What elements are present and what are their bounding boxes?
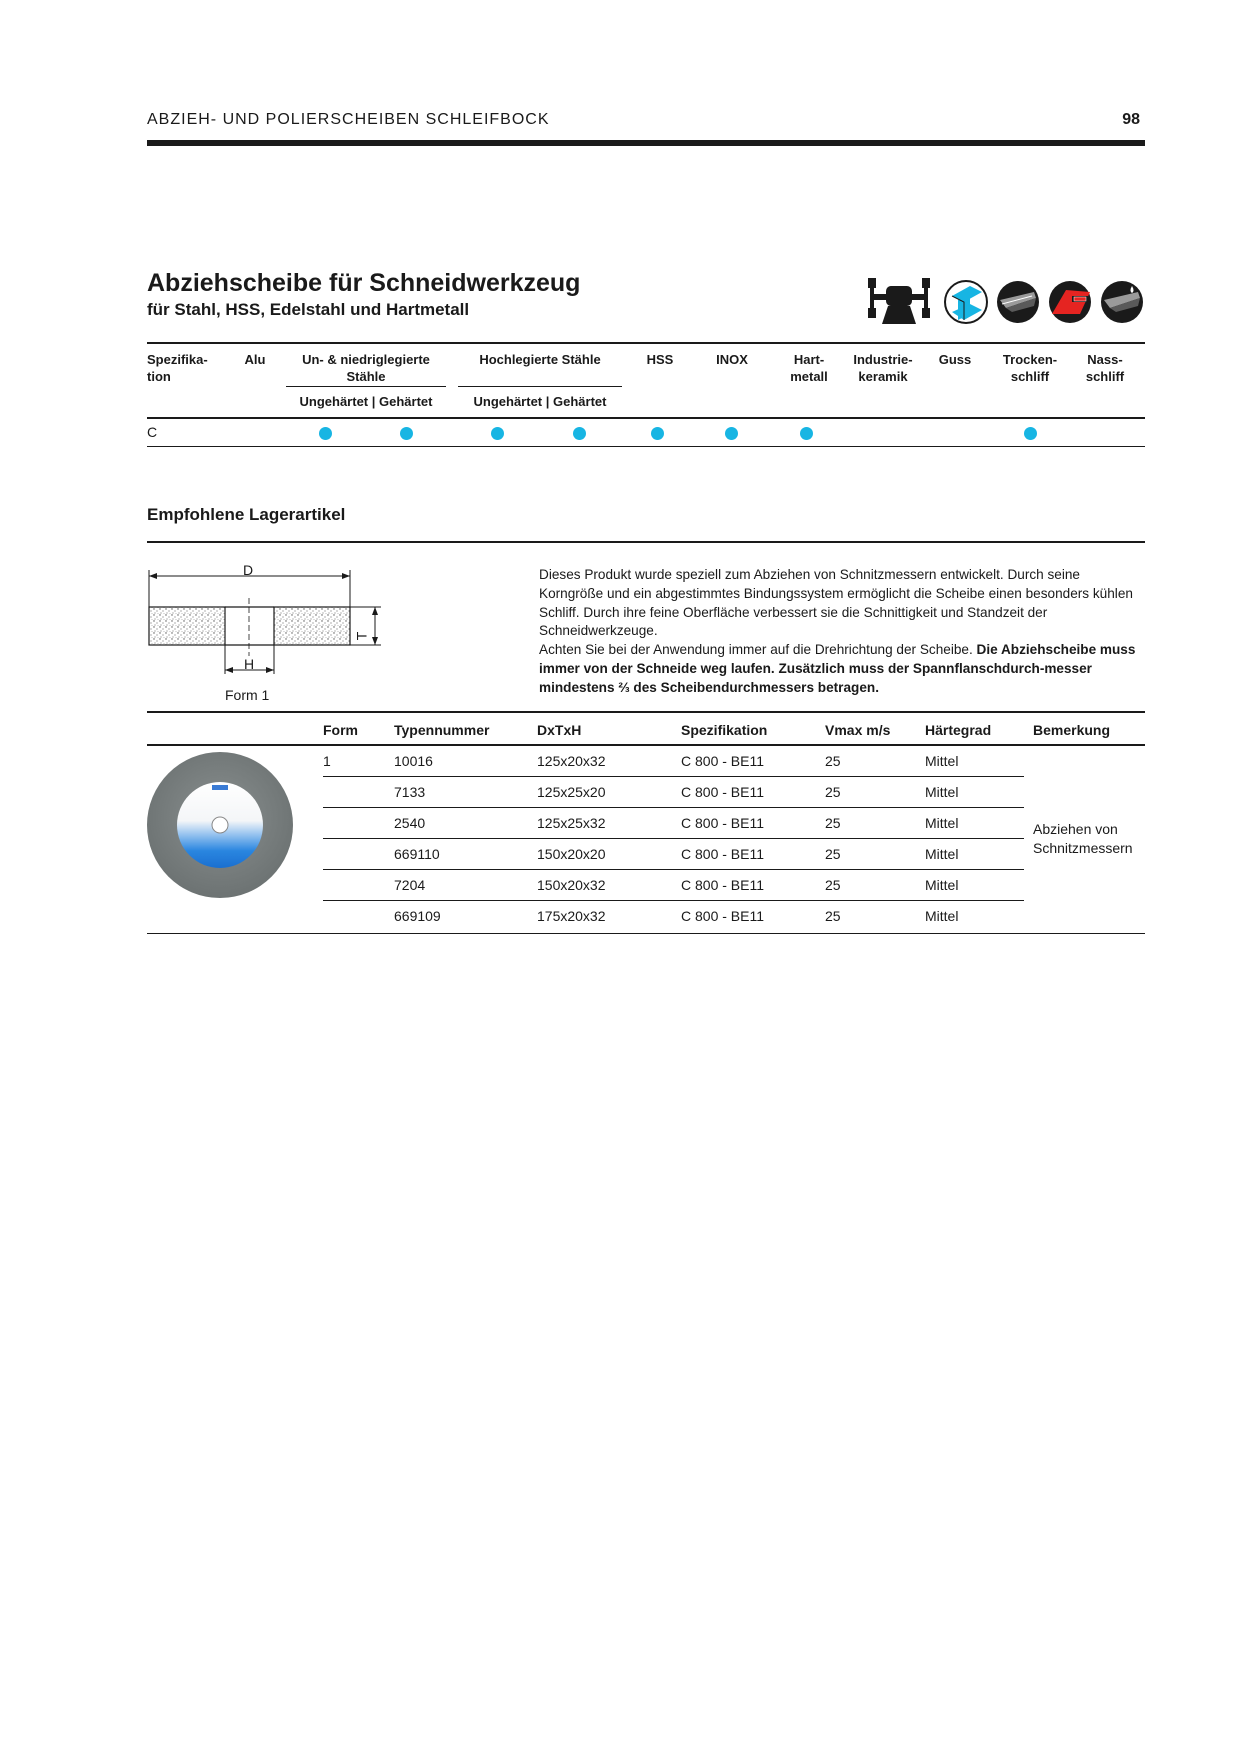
product-title: Abziehscheibe für Schneidwerkzeug	[147, 269, 581, 297]
dimension-h-label: H	[244, 656, 255, 672]
dimension-t-label: T	[353, 631, 370, 641]
col-hss: HSS	[646, 352, 674, 367]
hardmetal-insert-icon	[1049, 281, 1091, 323]
bench-grinder-icon	[868, 278, 930, 324]
highalloy-subheader: Ungehärtet | Gehärtet	[473, 394, 607, 409]
cell-form: 1	[323, 753, 331, 769]
row-1-vmax: 25	[825, 753, 841, 769]
spec-row-label: C	[147, 424, 158, 440]
row-5-haertegrad: Mittel	[925, 877, 959, 893]
material-table-mid-rule	[147, 417, 1145, 419]
row-1-rule	[323, 776, 1024, 777]
row-4-haertegrad: Mittel	[925, 846, 959, 862]
row-4-dxtxh: 150x20x20	[537, 846, 606, 862]
row-1-spezifikation: C 800 - BE11	[681, 753, 765, 769]
row-1-typennummer: 10016	[394, 753, 433, 769]
product-description: Dieses Produkt wurde speziell zum Abziehen von Schnitzmessern entwickelt. Durch seine Korngröße und ein abgestimmtes Bindungssystem ermöglicht die Scheibe einen besonders kühlen Schliff. Durch ihre feine Oberfläche verbessert sie die Schnittigkeit und Standzeit der Schneidwerkzeuge. Achten Sie bei der Anwendung immer auf die Drehrichtung der Scheibe. Die Abziehscheibe muss immer von der Schneide weg laufen. Zusätzlich muss der Spannflanschdurch-messer mindestens ⅔ des Scheibendurchmessers betragen.	[539, 567, 1136, 695]
unalloyed-group-rule	[286, 386, 446, 387]
th-vmax: Vmax m/s	[825, 722, 891, 738]
material-table-top-rule	[147, 342, 1145, 344]
row-6-typennummer: 669109	[394, 908, 441, 924]
th-bemerkung: Bemerkung	[1033, 722, 1111, 738]
product-table-header-rule	[147, 744, 1145, 746]
row-2-spezifikation: C 800 - BE11	[681, 784, 765, 800]
row-3-dxtxh: 125x25x32	[537, 815, 606, 831]
recommended-rule	[147, 541, 1145, 543]
dot-hardmetal	[800, 427, 813, 440]
th-dxtxh: DxTxH	[537, 722, 582, 738]
header-rule	[147, 140, 1145, 146]
col-high-alloy-steel: Hochlegierte Stähle	[479, 352, 601, 367]
product-table-bottom-rule	[147, 933, 1145, 934]
col-unalloyed-steel: Un- & niedriglegierte Stähle	[302, 352, 430, 384]
dot-dry-grinding	[1024, 427, 1037, 440]
col-inox: INOX	[716, 352, 748, 367]
row-3-haertegrad: Mittel	[925, 815, 959, 831]
col-alu: Alu	[244, 352, 266, 367]
th-typennummer: Typennummer	[394, 722, 490, 738]
highalloy-group-rule	[458, 386, 622, 387]
row-2-typennummer: 7133	[394, 784, 426, 800]
row-4-vmax: 25	[825, 846, 841, 862]
row-2-dxtxh: 125x25x20	[537, 784, 606, 800]
col-hardmetal: Hart- metall	[790, 352, 828, 384]
row-6-vmax: 25	[825, 908, 841, 924]
row-1-haertegrad: Mittel	[925, 753, 959, 769]
col-dry-grinding: Trocken- schliff	[1002, 352, 1058, 384]
unalloyed-subheader: Ungehärtet | Gehärtet	[299, 394, 433, 409]
row-1-dxtxh: 125x20x32	[537, 753, 606, 769]
dot-highalloy-hardened	[573, 427, 586, 440]
row-2-rule	[323, 807, 1024, 808]
application-icons	[866, 278, 1146, 326]
section-title: ABZIEH- UND POLIERSCHEIBEN SCHLEIFBOCK	[147, 111, 550, 128]
wet-grinding-icon	[1101, 281, 1143, 323]
diagram-caption: Form 1	[225, 687, 270, 703]
col-wet-grinding: Nass- schliff	[1085, 352, 1125, 384]
row-6-dxtxh: 175x20x32	[537, 908, 606, 924]
col-spezifikation: Spezifika- tion	[147, 352, 208, 384]
product-table-top-rule	[147, 711, 1145, 713]
dot-unalloyed-unhardened	[319, 427, 332, 440]
material-table-bottom-rule	[147, 446, 1145, 447]
th-spezifikation: Spezifikation	[681, 722, 768, 738]
remark-cell: Abziehen von Schnitzmessern	[1033, 821, 1133, 856]
row-5-spezifikation: C 800 - BE11	[681, 877, 765, 893]
steel-beam-icon	[945, 281, 987, 323]
row-5-rule	[323, 900, 1024, 901]
row-4-rule	[323, 869, 1024, 870]
th-haertegrad: Härtegrad	[925, 722, 992, 738]
dot-inox	[725, 427, 738, 440]
row-2-haertegrad: Mittel	[925, 784, 959, 800]
row-5-vmax: 25	[825, 877, 841, 893]
row-5-typennummer: 7204	[394, 877, 426, 893]
th-form: Form	[323, 722, 358, 738]
row-4-typennummer: 669110	[394, 846, 440, 862]
dot-hss	[651, 427, 664, 440]
row-3-vmax: 25	[825, 815, 841, 831]
recommended-title: Empfohlene Lagerartikel	[147, 505, 346, 524]
row-5-dxtxh: 150x20x32	[537, 877, 606, 893]
row-6-haertegrad: Mittel	[925, 908, 959, 924]
row-3-typennummer: 2540	[394, 815, 426, 831]
dimension-d-label: D	[243, 562, 254, 578]
product-photo	[146, 751, 294, 899]
row-2-vmax: 25	[825, 784, 841, 800]
row-6-spezifikation: C 800 - BE11	[681, 908, 765, 924]
description-warning: Die Abziehscheibe muss immer von der Schneide weg laufen. Zusätzlich muss der Spannflanschdurch-messer mindestens ⅔ des Scheibendurchmessers betragen.	[539, 642, 1136, 695]
col-guss: Guss	[938, 352, 972, 367]
page-number: 98	[1122, 111, 1140, 128]
dot-unalloyed-hardened	[400, 427, 413, 440]
dot-highalloy-unhardened	[491, 427, 504, 440]
col-industrial-ceramic: Industrie- keramik	[853, 352, 913, 384]
product-subtitle: für Stahl, HSS, Edelstahl und Hartmetall	[147, 300, 470, 319]
row-3-spezifikation: C 800 - BE11	[681, 815, 765, 831]
blade-sharpening-icon	[997, 281, 1039, 323]
row-4-spezifikation: C 800 - BE11	[681, 846, 765, 862]
row-3-rule	[323, 838, 1024, 839]
